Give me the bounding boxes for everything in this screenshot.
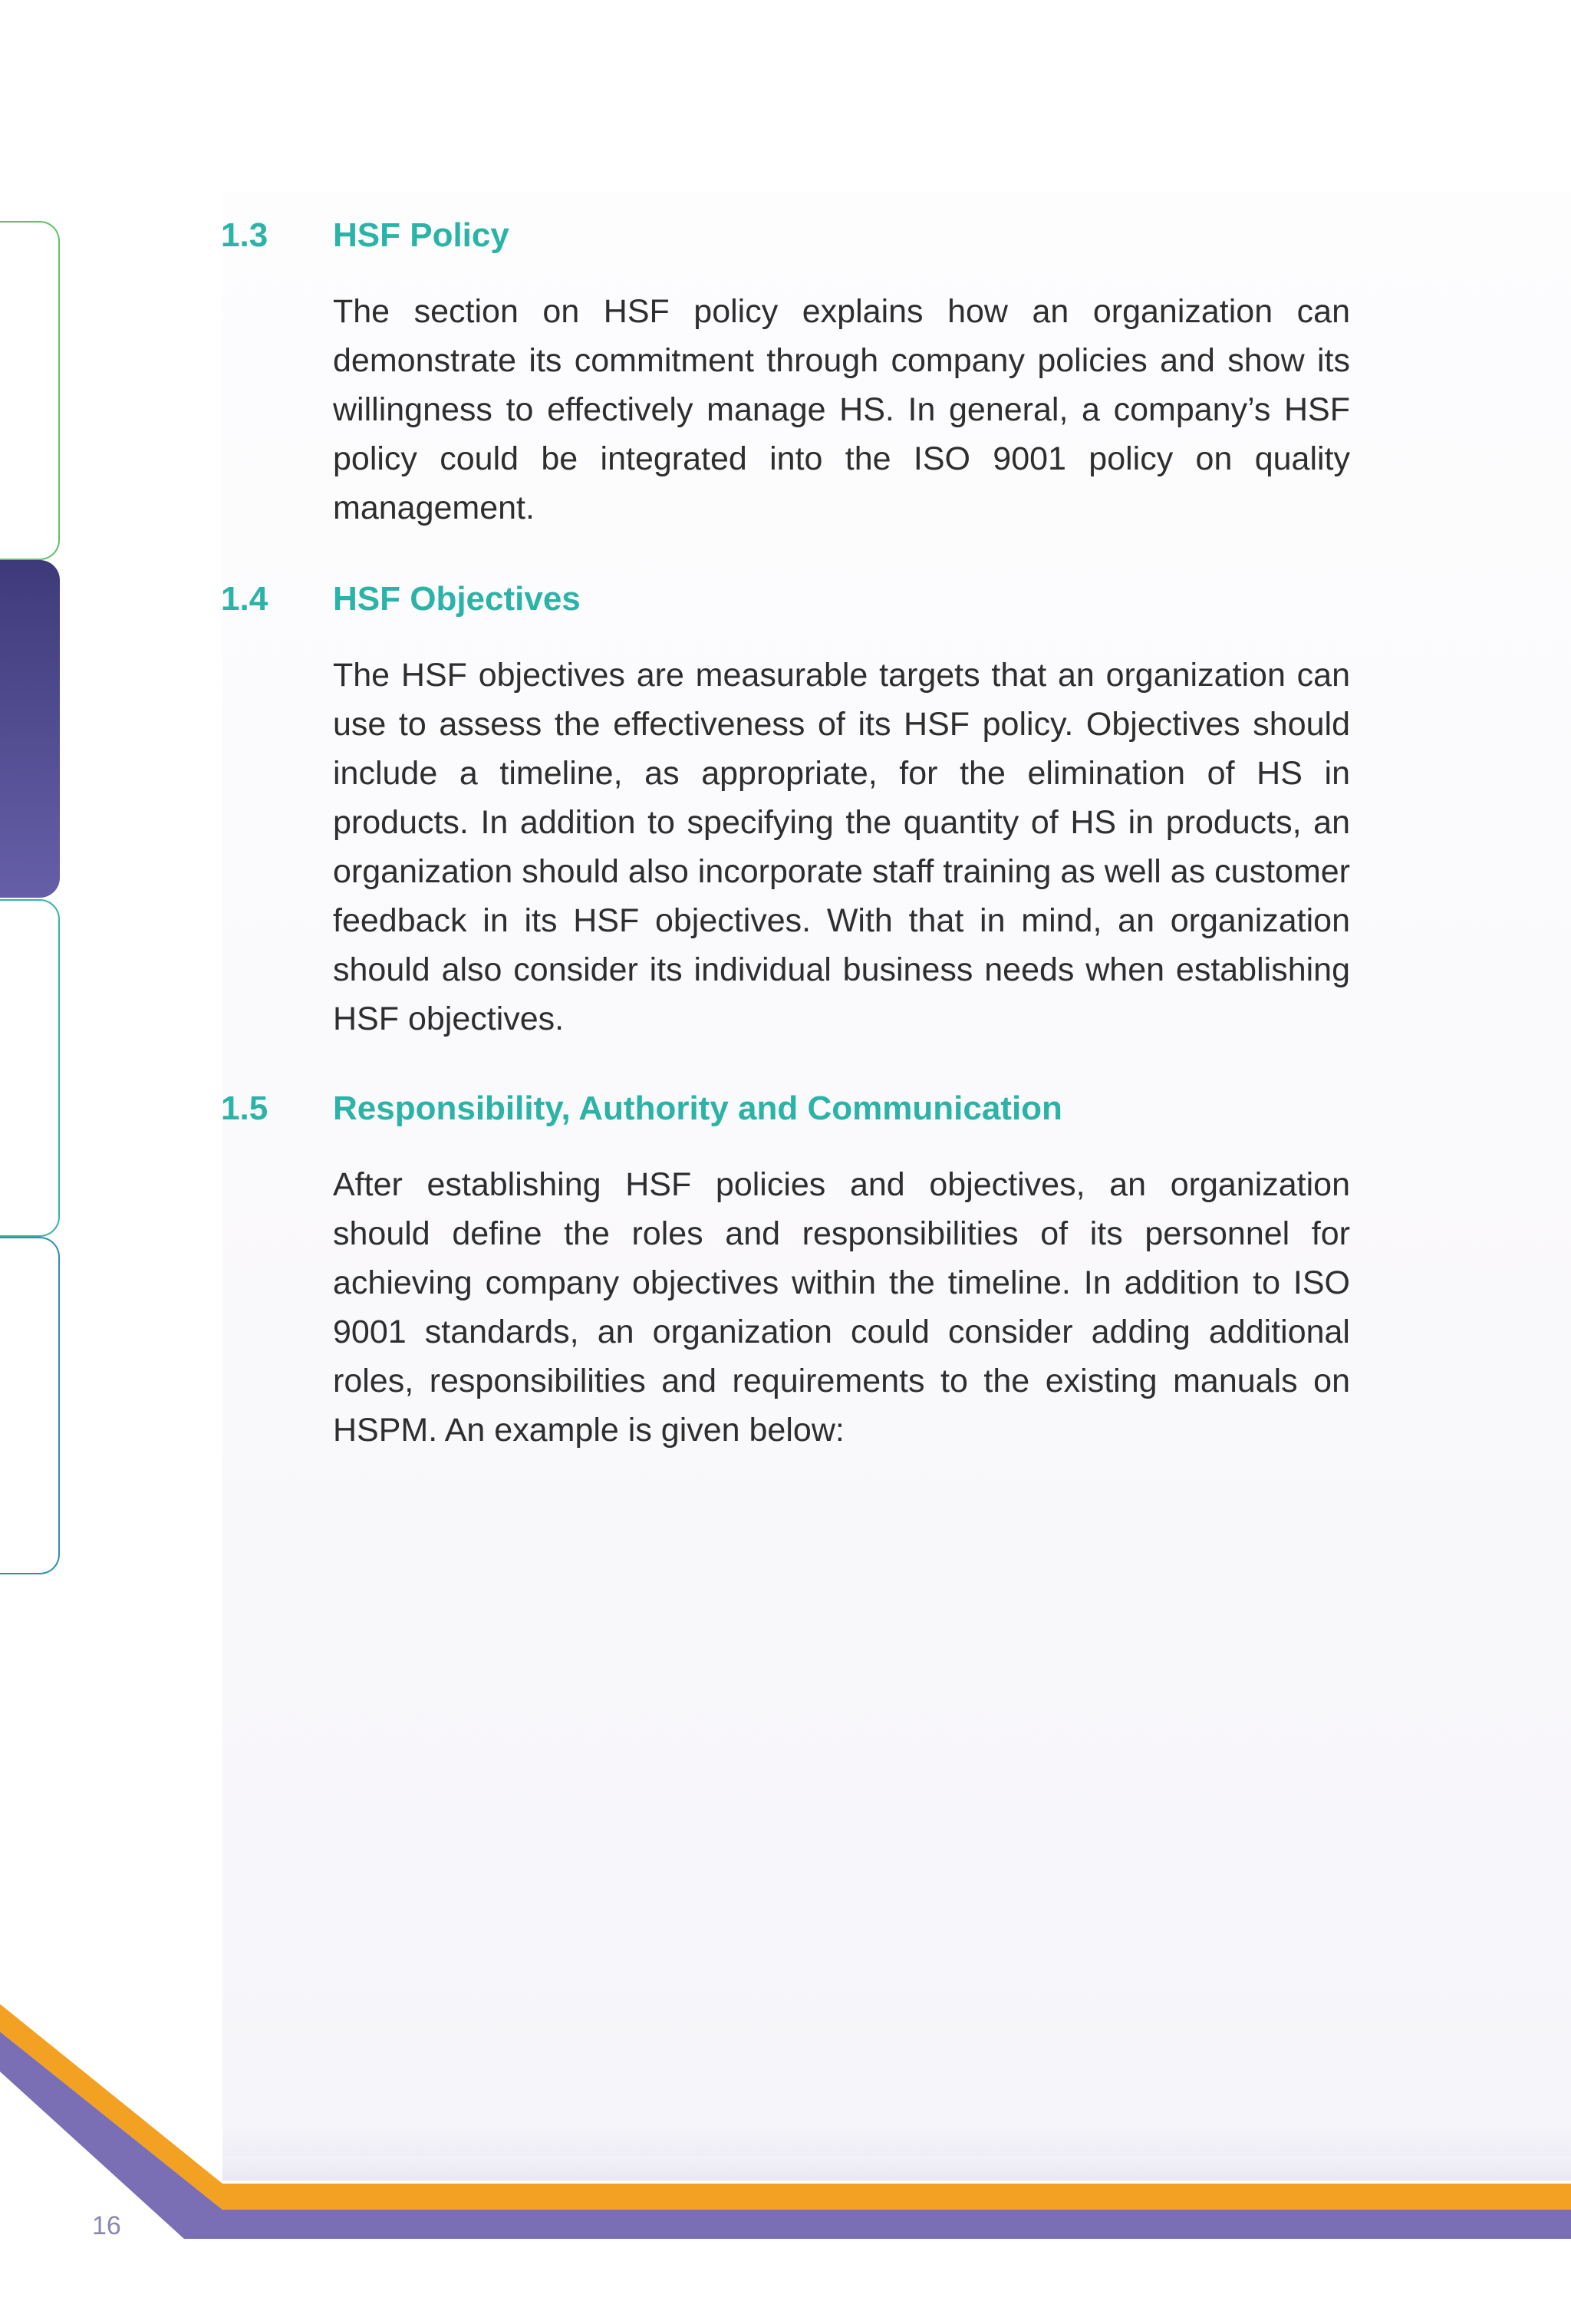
section-paragraph: The section on HSF policy explains how an organization can demonstrate its commitment through company policies and show its willingness to effectively manage HS. In general, a company’s HSF policy could be integrated into the ISO 9001 policy on quality management.	[333, 293, 1350, 526]
orange-stripe	[0, 2004, 1571, 2210]
section-paragraph: After establishing HSF policies and objectives, an organization should define the roles and responsibilities of its personnel for achieving company objectives within the timeline. In addition to ISO 9001 standards, an organization could consider adding additional roles, responsibilities and requirements to the existing manuals on HSPM. An example is given below:	[333, 1166, 1350, 1449]
section-number: 1.4	[221, 580, 268, 618]
chapter-tab-4[interactable]	[0, 1237, 60, 1574]
chapter-tab-1[interactable]	[0, 221, 60, 560]
section-title: HSF Objectives	[333, 580, 581, 618]
section-title: HSF Policy	[333, 216, 509, 254]
chapter-tab-3[interactable]	[0, 899, 60, 1237]
page-number: 16	[92, 2211, 121, 2240]
section-title: Responsibility, Authority and Communication	[333, 1089, 1062, 1127]
section-number: 1.5	[221, 1089, 268, 1127]
footer-stripes	[0, 1964, 1571, 2324]
chapter-tab-2-active[interactable]	[0, 560, 60, 898]
section-number: 1.3	[221, 216, 268, 254]
section-paragraph: The HSF objectives are measurable targets that an organization can use to assess the effectiveness of its HSF policy. Objectives should include a timeline, as appropriate, for the elimination of HS in products. In addition to specifying the quantity of HS in products, an organization should also incorporate staff training as well as customer feedback in its HSF objectives. With that in mind, an organization should also consider its individual business needs when establishing HSF objectives.	[333, 657, 1350, 1037]
